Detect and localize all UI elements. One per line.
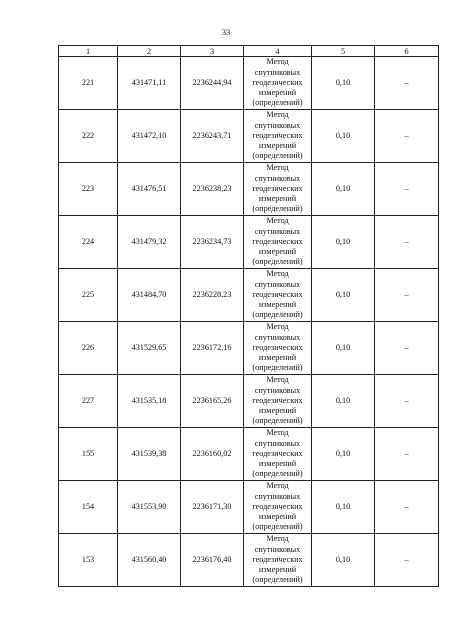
- method-line: Метод: [266, 428, 289, 438]
- method-line: Метод: [266, 269, 289, 279]
- method-cell: [244, 163, 312, 216]
- accuracy-cell: 0,10: [312, 57, 375, 110]
- note-cell: –: [375, 163, 439, 216]
- table-row: [59, 534, 439, 587]
- method-line: спутниковых: [254, 385, 301, 395]
- table-row: [59, 57, 439, 110]
- point-number-cell: 153: [59, 534, 118, 587]
- y-coordinate-cell: 2236238,23: [181, 163, 244, 216]
- point-number-cell: 225: [59, 269, 118, 322]
- table-row: [59, 163, 439, 216]
- point-number-cell: 223: [59, 163, 118, 216]
- point-number-cell: 227: [59, 375, 118, 428]
- point-number-cell: 224: [59, 216, 118, 269]
- y-coordinate-cell: 2236243,71: [181, 110, 244, 163]
- column-header-2: 2: [118, 46, 181, 57]
- method-line: Метод: [266, 57, 289, 67]
- note-cell: –: [375, 322, 439, 375]
- method-line: спутниковых: [254, 544, 301, 554]
- method-line: геодезических: [252, 183, 303, 193]
- table-body: [59, 57, 439, 587]
- method-line: спутниковых: [254, 173, 301, 183]
- method-cell: [244, 57, 312, 110]
- note-cell: –: [375, 269, 439, 322]
- method-cell: [244, 110, 312, 163]
- accuracy-cell: 0,10: [312, 481, 375, 534]
- note-cell: –: [375, 481, 439, 534]
- note-cell: –: [375, 110, 439, 163]
- x-coordinate-cell: 431471,11: [118, 57, 181, 110]
- method-line: Метод: [266, 375, 289, 385]
- accuracy-cell: 0,10: [312, 269, 375, 322]
- method-line: спутниковых: [254, 438, 301, 448]
- method-line: Метод: [266, 481, 289, 491]
- method-line: геодезических: [252, 289, 303, 299]
- note-cell: –: [375, 216, 439, 269]
- table-row: [59, 269, 439, 322]
- note-cell: –: [375, 57, 439, 110]
- table-row: [59, 428, 439, 481]
- method-line: Метод: [266, 322, 289, 332]
- method-line: геодезических: [252, 77, 303, 87]
- method-cell: [244, 534, 312, 587]
- method-line: геодезических: [252, 395, 303, 405]
- method-line: геодезических: [252, 554, 303, 564]
- method-line: геодезических: [252, 501, 303, 511]
- accuracy-cell: 0,10: [312, 534, 375, 587]
- x-coordinate-cell: 431553,90: [118, 481, 181, 534]
- method-line: спутниковых: [254, 279, 301, 289]
- y-coordinate-cell: 2236172,16: [181, 322, 244, 375]
- x-coordinate-cell: 431529,65: [118, 322, 181, 375]
- x-coordinate-cell: 431484,70: [118, 269, 181, 322]
- accuracy-cell: 0,10: [312, 428, 375, 481]
- x-coordinate-cell: 431479,32: [118, 216, 181, 269]
- column-header-6: 6: [375, 46, 439, 57]
- method-line: измерений: [258, 565, 297, 575]
- y-coordinate-cell: 2236244,94: [181, 57, 244, 110]
- method-line: Метод: [266, 110, 289, 120]
- point-number-cell: 222: [59, 110, 118, 163]
- x-coordinate-cell: 431472,10: [118, 110, 181, 163]
- y-coordinate-cell: 2236160,02: [181, 428, 244, 481]
- method-line: (определений): [252, 257, 303, 267]
- method-line: измерений: [258, 194, 297, 204]
- point-number-cell: 155: [59, 428, 118, 481]
- method-line: геодезических: [252, 236, 303, 246]
- method-line: спутниковых: [254, 120, 301, 130]
- column-header-3: 3: [181, 46, 244, 57]
- y-coordinate-cell: 2236171,30: [181, 481, 244, 534]
- method-cell: [244, 269, 312, 322]
- coordinates-table: [58, 45, 439, 587]
- x-coordinate-cell: 431535,18: [118, 375, 181, 428]
- x-coordinate-cell: 431476,51: [118, 163, 181, 216]
- x-coordinate-cell: 431560,40: [118, 534, 181, 587]
- table-row: [59, 481, 439, 534]
- method-line: измерений: [258, 353, 297, 363]
- method-line: (определений): [252, 310, 303, 320]
- method-line: (определений): [252, 416, 303, 426]
- y-coordinate-cell: 2236165,26: [181, 375, 244, 428]
- table-row: [59, 110, 439, 163]
- method-line: измерений: [258, 406, 297, 416]
- point-number-cell: 154: [59, 481, 118, 534]
- page-number: 33: [221, 27, 231, 37]
- method-line: измерений: [258, 141, 297, 151]
- method-line: спутниковых: [254, 67, 301, 77]
- table-row: [59, 322, 439, 375]
- point-number-cell: 221: [59, 57, 118, 110]
- method-line: геодезических: [252, 130, 303, 140]
- method-line: Метод: [266, 534, 289, 544]
- method-cell: [244, 481, 312, 534]
- method-cell: [244, 428, 312, 481]
- method-line: спутниковых: [254, 332, 301, 342]
- method-cell: [244, 322, 312, 375]
- method-line: (определений): [252, 98, 303, 108]
- method-cell: [244, 216, 312, 269]
- method-line: измерений: [258, 512, 297, 522]
- note-cell: –: [375, 428, 439, 481]
- x-coordinate-cell: 431539,38: [118, 428, 181, 481]
- table-row: [59, 216, 439, 269]
- table-header-row: [59, 46, 439, 57]
- accuracy-cell: 0,10: [312, 216, 375, 269]
- method-line: спутниковых: [254, 226, 301, 236]
- note-cell: –: [375, 534, 439, 587]
- note-cell: –: [375, 375, 439, 428]
- method-line: Метод: [266, 216, 289, 226]
- method-line: (определений): [252, 522, 303, 532]
- method-cell: [244, 375, 312, 428]
- method-line: (определений): [252, 151, 303, 161]
- method-line: спутниковых: [254, 491, 301, 501]
- point-number-cell: 226: [59, 322, 118, 375]
- method-line: измерений: [258, 300, 297, 310]
- method-line: (определений): [252, 204, 303, 214]
- method-line: (определений): [252, 575, 303, 585]
- y-coordinate-cell: 2236234,73: [181, 216, 244, 269]
- method-line: измерений: [258, 88, 297, 98]
- y-coordinate-cell: 2236176,40: [181, 534, 244, 587]
- method-line: (определений): [252, 363, 303, 373]
- method-line: измерений: [258, 247, 297, 257]
- accuracy-cell: 0,10: [312, 375, 375, 428]
- method-line: геодезических: [252, 448, 303, 458]
- accuracy-cell: 0,10: [312, 322, 375, 375]
- method-line: геодезических: [252, 342, 303, 352]
- method-line: (определений): [252, 469, 303, 479]
- method-line: Метод: [266, 163, 289, 173]
- column-header-4: 4: [244, 46, 312, 57]
- column-header-1: 1: [59, 46, 118, 57]
- accuracy-cell: 0,10: [312, 110, 375, 163]
- column-header-5: 5: [312, 46, 375, 57]
- method-line: измерений: [258, 459, 297, 469]
- y-coordinate-cell: 2236228,23: [181, 269, 244, 322]
- accuracy-cell: 0,10: [312, 163, 375, 216]
- table-row: [59, 375, 439, 428]
